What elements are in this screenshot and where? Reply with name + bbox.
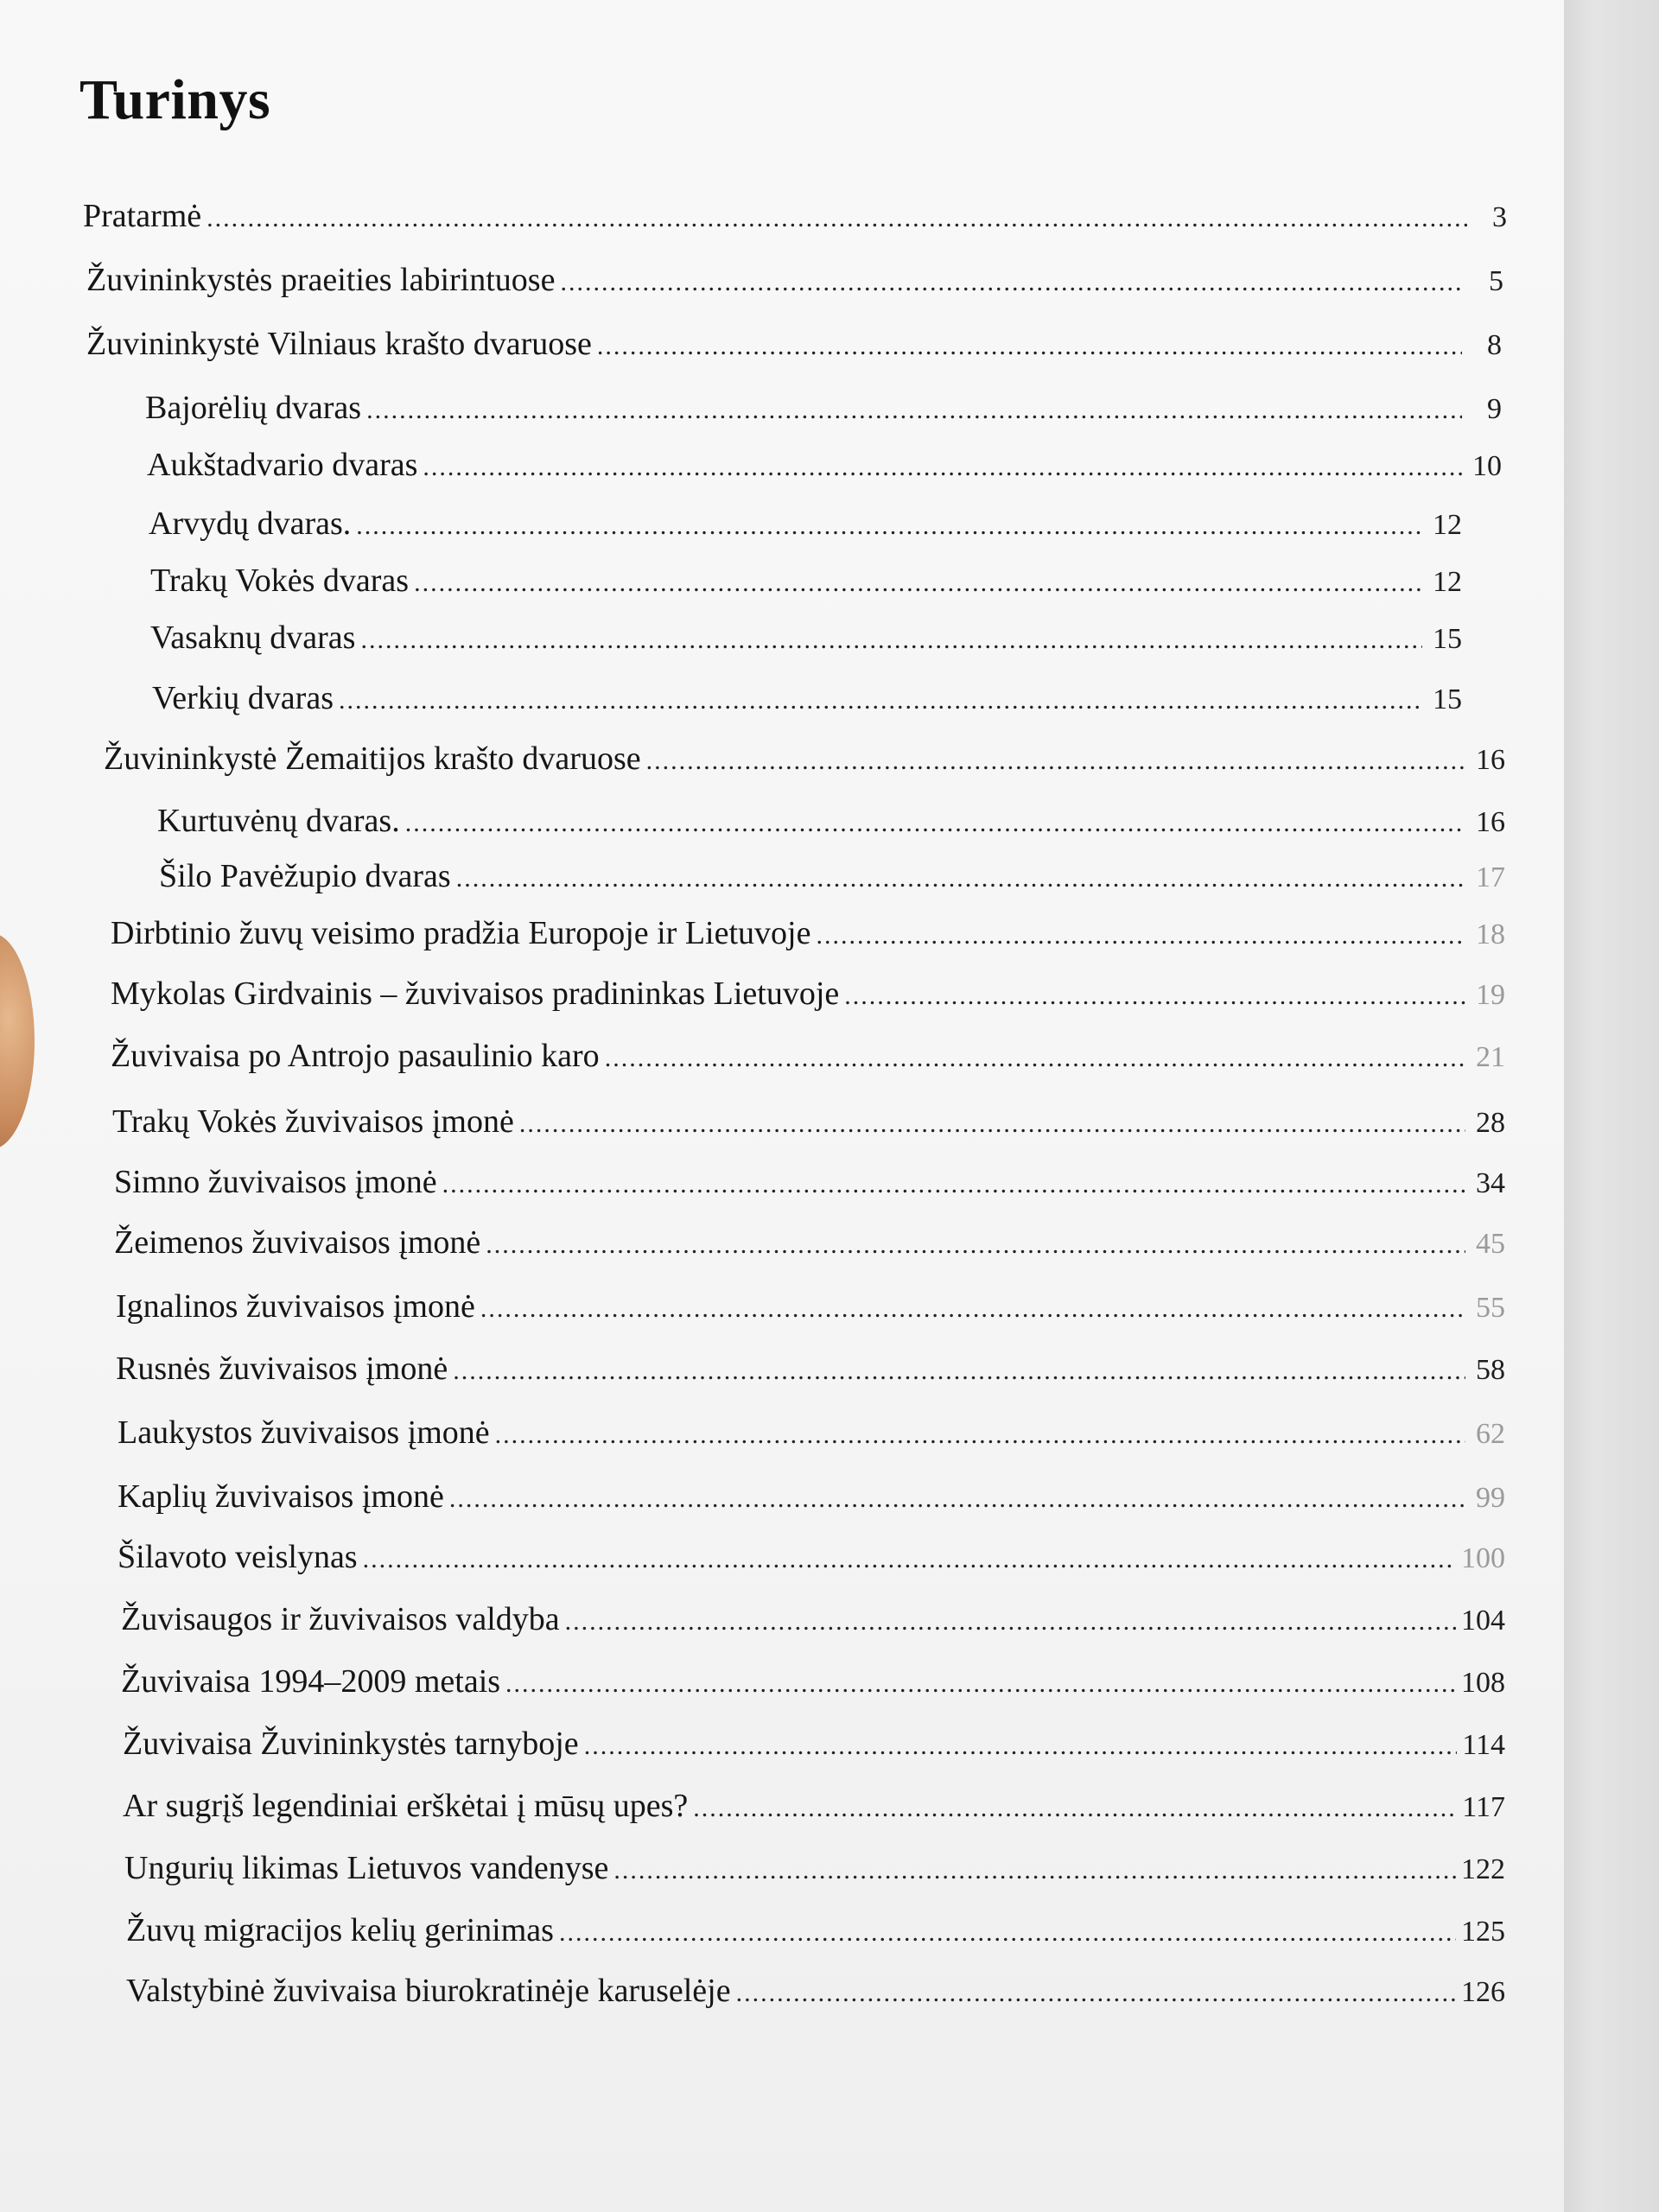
toc-entry: [126, 1972, 1505, 2015]
toc-entry: [145, 389, 1502, 432]
toc-leader-dots: [693, 1794, 1457, 1823]
toc-entry-page-number: 117: [1462, 1791, 1505, 1823]
toc-entry: [104, 740, 1505, 783]
toc-entry: [124, 1849, 1505, 1892]
toc-entry-title: Šilo Pavėžupio dvaras: [159, 858, 451, 894]
toc-entry-title: Verkių dvaras: [152, 680, 334, 716]
toc-entry-page-number: 18: [1476, 918, 1505, 950]
toc-leader-dots: [442, 1170, 1465, 1199]
toc-entry-page-number: 126: [1461, 1976, 1505, 2008]
toc-entry: [121, 1662, 1505, 1706]
toc-entry: [112, 1103, 1505, 1146]
toc-entry-page-number: 5: [1489, 265, 1503, 297]
toc-entry: [118, 1538, 1505, 1581]
toc-entry: [116, 1350, 1505, 1393]
toc-entry-title: Trakų Vokės žuvivaisos įmonė: [112, 1103, 514, 1140]
toc-entry-title: Žuvų migracijos kelių gerinimas: [126, 1912, 554, 1948]
toc-entry: [114, 1163, 1505, 1206]
toc-entry-title: Valstybinė žuvivaisa biurokratinėje karuselėje: [126, 1973, 731, 2009]
toc-entry-page-number: 19: [1476, 979, 1505, 1011]
toc-entry-page-number: 3: [1492, 201, 1507, 233]
toc-entry: [118, 1478, 1505, 1521]
toc-leader-dots: [356, 512, 1422, 541]
toc-leader-dots: [646, 747, 1465, 776]
toc-entry: [121, 1600, 1505, 1643]
toc-leader-dots: [584, 1732, 1458, 1761]
toc-entry-title: Žuvivaisa po Antrojo pasaulinio karo: [111, 1038, 600, 1074]
toc-entry-page-number: 45: [1476, 1228, 1505, 1260]
page-title: Turinys: [79, 68, 271, 132]
toc-entry-title: Žuvivaisa Žuvininkystės tarnyboje: [123, 1726, 579, 1762]
toc-entry-title: Ar sugrįš legendiniai erškėtai į mūsų upes?: [123, 1788, 689, 1824]
toc-entry-page-number: 8: [1487, 329, 1502, 361]
toc-entry-page-number: 34: [1476, 1167, 1505, 1199]
toc-entry: [116, 1287, 1505, 1331]
toc-entry-page-number: 9: [1487, 393, 1502, 425]
toc-entry: [83, 197, 1507, 240]
toc-entry-page-number: 108: [1461, 1667, 1505, 1699]
toc-entry: [114, 1224, 1505, 1267]
toc-entry: [86, 325, 1502, 368]
toc-leader-dots: [559, 1918, 1456, 1948]
toc-leader-dots: [456, 864, 1465, 893]
toc-leader-dots: [414, 569, 1422, 598]
toc-entry: [123, 1787, 1505, 1830]
toc-entry-page-number: 10: [1472, 450, 1502, 482]
toc-entry-page-number: 21: [1476, 1041, 1505, 1073]
toc-entry-title: Žuvininkystė Žemaitijos krašto dvaruose: [104, 741, 641, 777]
toc-entry: [123, 1725, 1505, 1768]
toc-entry: [157, 802, 1505, 845]
toc-entry-title: Kurtuvėnų dvaras.: [157, 803, 400, 839]
toc-entry-title: Žuvivaisa 1994–2009 metais: [121, 1663, 501, 1700]
toc-entry-page-number: 55: [1476, 1292, 1505, 1324]
toc-entry-title: Aukštadvario dvaras: [147, 447, 418, 483]
toc-entry: [152, 679, 1462, 722]
toc-entry: [149, 505, 1462, 548]
toc-leader-dots: [360, 626, 1422, 655]
toc-entry: [150, 562, 1462, 605]
toc-leader-dots: [844, 982, 1465, 1011]
toc-entry-page-number: 15: [1433, 683, 1462, 715]
toc-entry-title: Bajorėlių dvaras: [145, 390, 362, 426]
toc-entry: [111, 1037, 1505, 1080]
toc-entry-page-number: 62: [1476, 1418, 1505, 1450]
toc-leader-dots: [605, 1044, 1465, 1073]
toc-entry-title: Žuvisaugos ir žuvivaisos valdyba: [121, 1601, 560, 1637]
toc-entry-page-number: 17: [1476, 861, 1505, 893]
toc-entry: [126, 1911, 1505, 1955]
toc-leader-dots: [736, 1979, 1456, 2008]
facing-page-edge: [1564, 0, 1659, 2212]
toc-entry-title: Kaplių žuvivaisos įmonė: [118, 1478, 444, 1515]
toc-entry-page-number: 16: [1476, 744, 1505, 776]
toc-leader-dots: [560, 268, 1464, 297]
toc-entry-title: Žuvininkystė Vilniaus krašto dvaruose: [86, 326, 592, 362]
toc-entry-title: Rusnės žuvivaisos įmonė: [116, 1351, 448, 1387]
toc-leader-dots: [363, 1545, 1456, 1574]
toc-entry-title: Mykolas Girdvainis – žuvivaisos pradininkas Lietuvoje: [111, 976, 840, 1012]
toc-entry-title: Šilavoto veislynas: [118, 1539, 358, 1575]
toc-entry-page-number: 100: [1461, 1542, 1505, 1574]
toc-leader-dots: [495, 1421, 1465, 1450]
toc-leader-dots: [486, 1230, 1465, 1260]
toc-entry-page-number: 122: [1461, 1853, 1505, 1885]
toc-entry: [147, 446, 1502, 489]
toc-entry-page-number: 28: [1476, 1107, 1505, 1139]
toc-entry-title: Žuvininkystės praeities labirintuose: [86, 262, 556, 298]
toc-entry: [86, 261, 1503, 304]
toc-entry-page-number: 125: [1461, 1916, 1505, 1948]
toc-entry-page-number: 104: [1461, 1605, 1505, 1637]
toc-entry-title: Arvydų dvaras.: [149, 505, 352, 542]
toc-entry-title: Vasaknų dvaras: [150, 620, 356, 656]
toc-leader-dots: [480, 1294, 1465, 1324]
toc-entry-title: Ignalinos žuvivaisos įmonė: [116, 1288, 475, 1325]
toc-leader-dots: [405, 809, 1465, 838]
toc-entry: [150, 619, 1462, 662]
toc-leader-dots: [597, 332, 1462, 361]
toc-leader-dots: [565, 1607, 1456, 1637]
toc-entry-title: Trakų Vokės dvaras: [150, 563, 410, 599]
toc-leader-dots: [366, 396, 1462, 425]
toc-leader-dots: [339, 686, 1422, 715]
toc-entry-title: Simno žuvivaisos įmonė: [114, 1164, 437, 1200]
toc-leader-dots: [207, 204, 1467, 233]
toc-leader-dots: [816, 921, 1465, 950]
toc-entry-page-number: 114: [1462, 1729, 1505, 1761]
toc-entry-title: Žeimenos žuvivaisos įmonė: [114, 1224, 481, 1261]
toc-leader-dots: [449, 1484, 1465, 1514]
toc-entry-title: Pratarmė: [83, 198, 202, 234]
toc-entry-title: Dirbtinio žuvų veisimo pradžia Europoje ir Lietuvoje: [111, 915, 811, 951]
toc-leader-dots: [423, 453, 1462, 482]
toc-entry-page-number: 99: [1476, 1482, 1505, 1514]
toc-leader-dots: [519, 1109, 1465, 1139]
toc-entry: [159, 857, 1505, 900]
toc-leader-dots: [505, 1669, 1456, 1699]
toc-entry-page-number: 12: [1433, 509, 1462, 541]
toc-entry-title: Ungurių likimas Lietuvos vandenyse: [124, 1850, 609, 1886]
toc-entry: [111, 914, 1505, 957]
toc-entry-page-number: 15: [1433, 623, 1462, 655]
toc-leader-dots: [453, 1357, 1465, 1386]
toc-entry-page-number: 58: [1476, 1354, 1505, 1386]
toc-entry: [111, 975, 1505, 1018]
toc-entry-title: Laukystos žuvivaisos įmonė: [118, 1414, 490, 1451]
toc-entry: [118, 1414, 1505, 1457]
toc-leader-dots: [613, 1856, 1456, 1885]
toc-entry-page-number: 16: [1476, 806, 1505, 838]
toc-entry-page-number: 12: [1433, 566, 1462, 598]
